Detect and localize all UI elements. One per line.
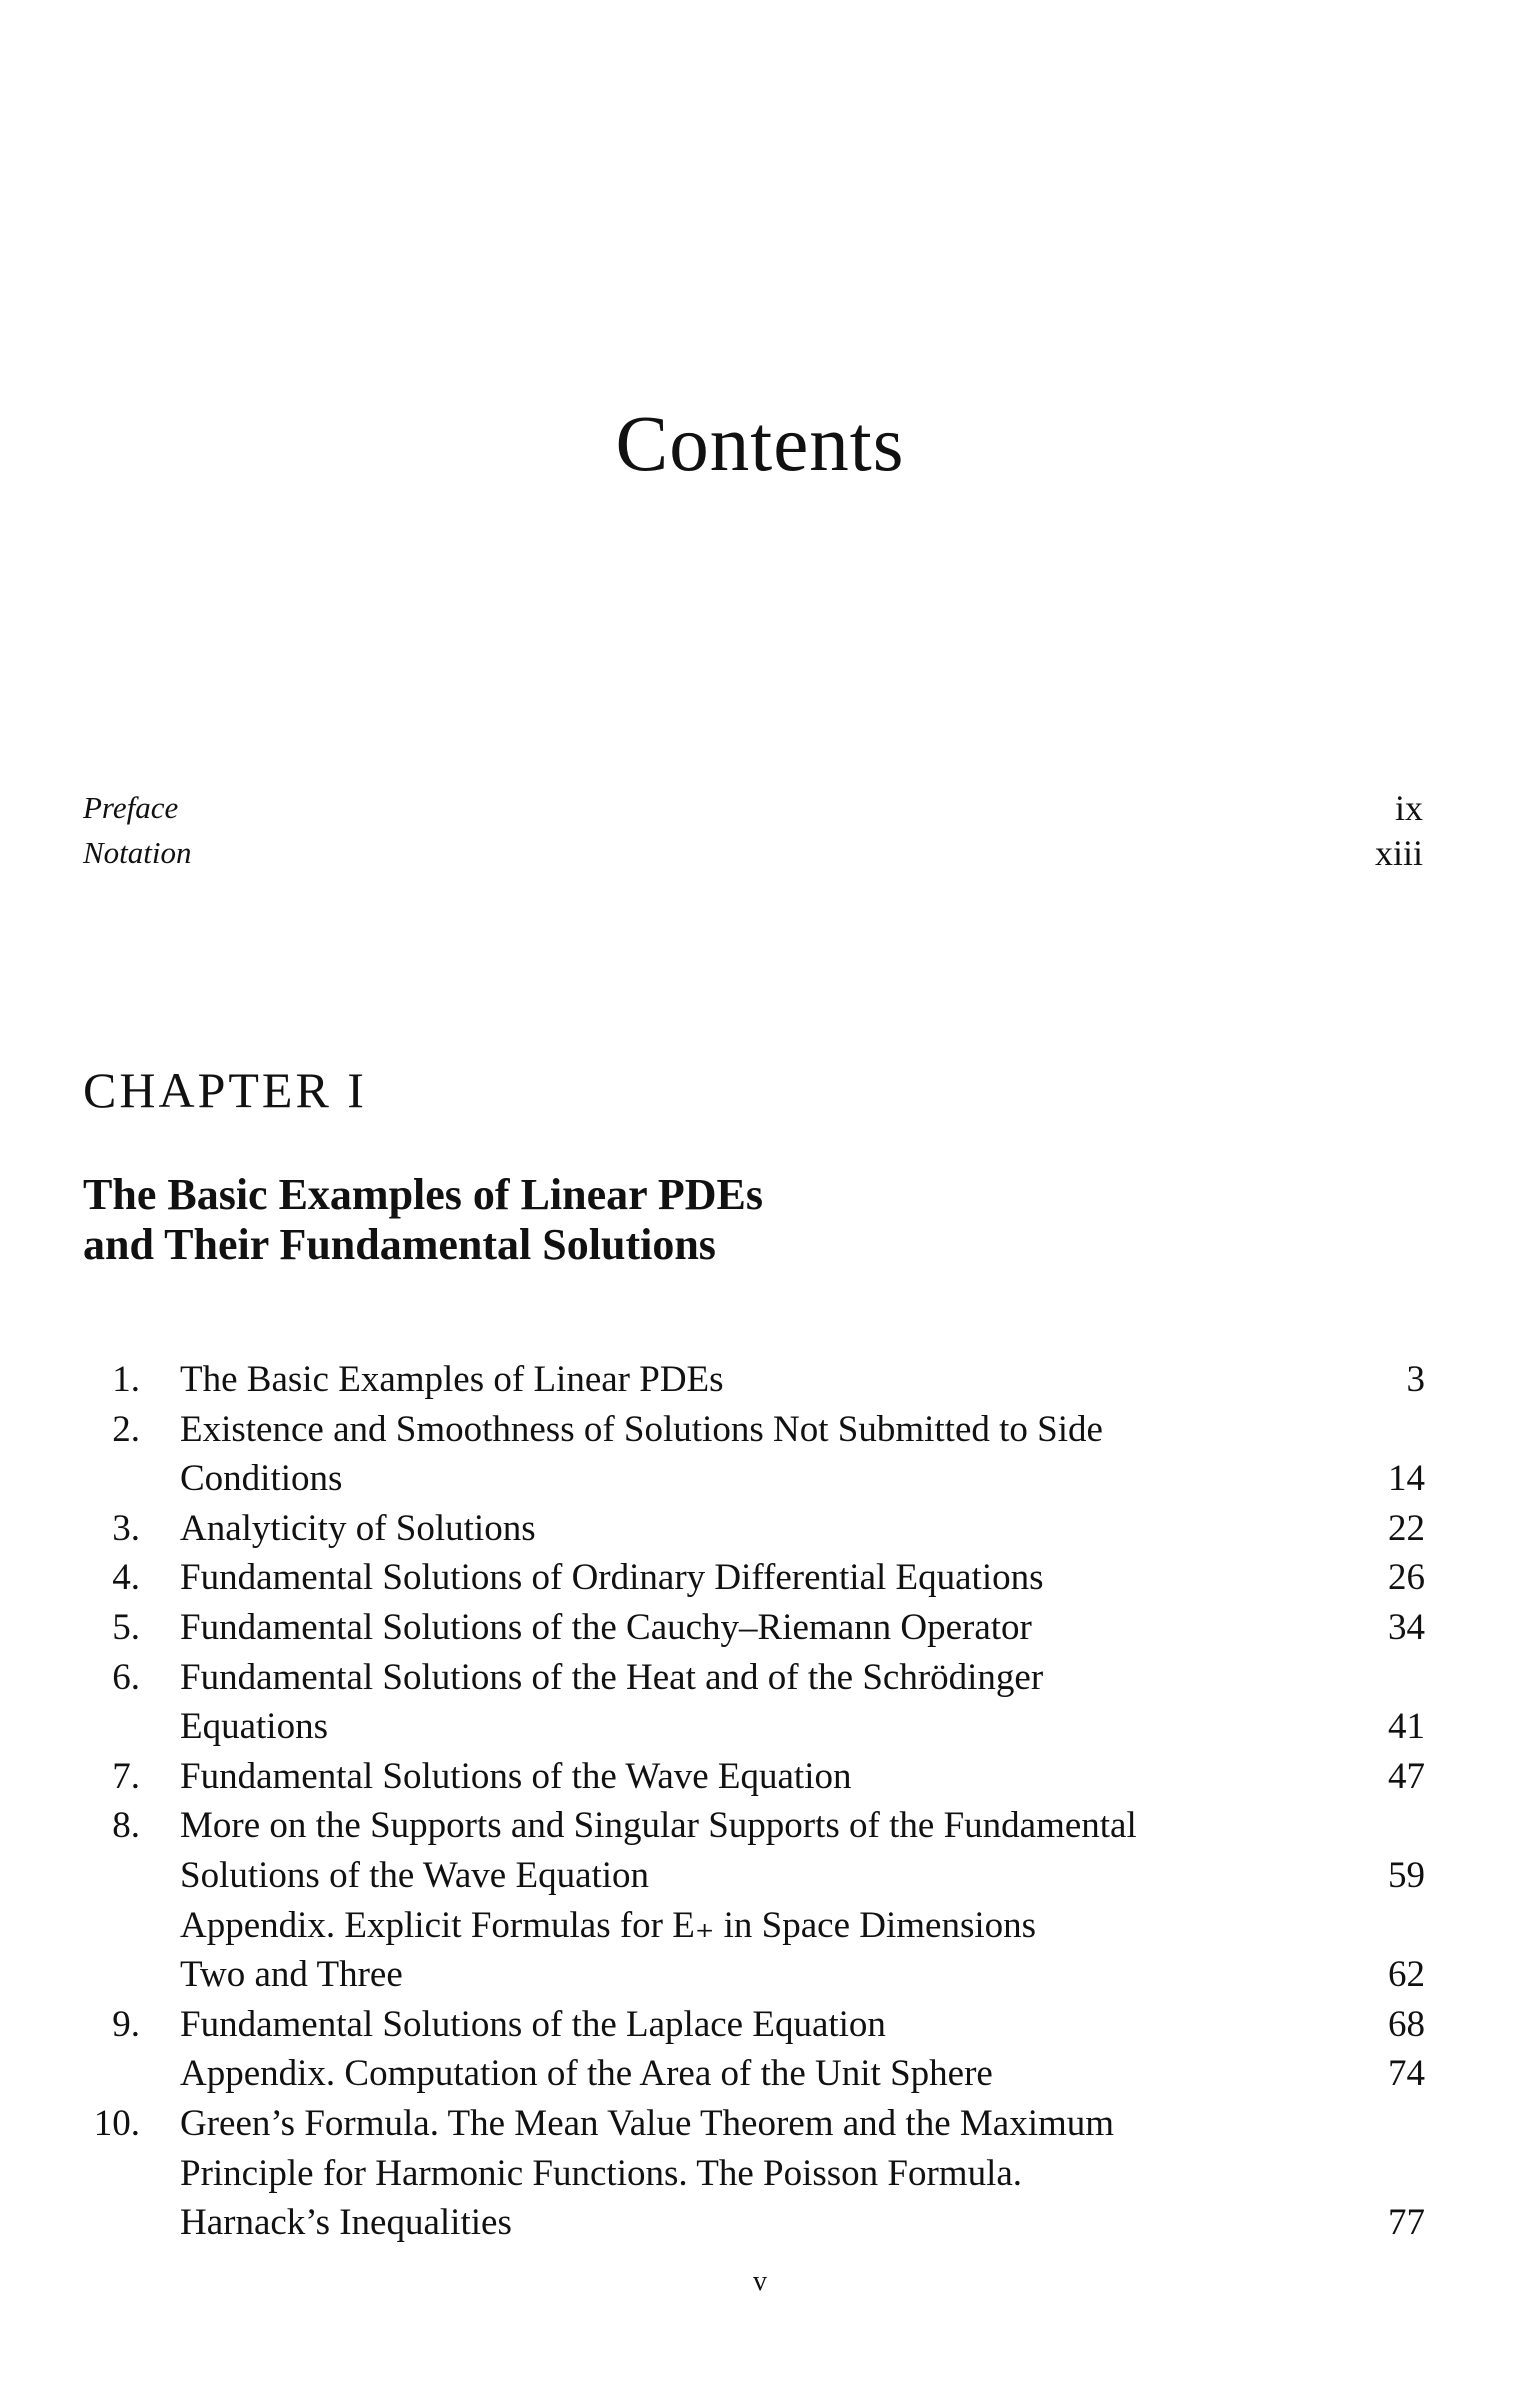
toc-entry-text: Analyticity of Solutions bbox=[180, 1507, 536, 1549]
toc-entry-text: Existence and Smoothness of Solutions Not Submitted to Side bbox=[180, 1408, 1103, 1450]
toc-entry-page: 68 bbox=[1388, 2003, 1425, 2045]
toc-entry-number: 2. bbox=[112, 1408, 140, 1450]
toc-entry-number: 1. bbox=[112, 1359, 140, 1400]
front-matter-page: ix bbox=[1394, 788, 1423, 828]
toc-entry-line bbox=[0, 2000, 1520, 2050]
toc-entry-text: Appendix. Explicit Formulas for E₊ in Space Dimensions bbox=[180, 1904, 1037, 1946]
chapter-title bbox=[83, 1170, 1183, 1270]
toc-entry-page: 22 bbox=[1388, 1507, 1425, 1549]
toc-entry-number: 8. bbox=[112, 1805, 140, 1847]
toc-entry-line bbox=[0, 1355, 1520, 1405]
toc-entry-text: Fundamental Solutions of the Laplace Equation bbox=[180, 2003, 886, 2045]
toc-entry-text: Appendix. Computation of the Area of the Unit Sphere bbox=[180, 2053, 993, 2095]
toc-entry-page: 47 bbox=[1388, 1755, 1425, 1797]
toc-entry-number: 4. bbox=[112, 1557, 140, 1599]
toc-entry-line bbox=[0, 1553, 1520, 1603]
toc-entry-line bbox=[0, 1851, 1520, 1901]
toc-entry-page: 26 bbox=[1388, 1557, 1425, 1599]
toc-entry-line bbox=[0, 1603, 1520, 1653]
toc-entry-number: 9. bbox=[112, 2003, 140, 2045]
toc-entry-number: 10. bbox=[93, 2103, 140, 2144]
toc-entry-text: Equations bbox=[180, 1706, 328, 1748]
front-matter-notation bbox=[83, 833, 1423, 873]
toc-entry-text: The Basic Examples of Linear PDEs bbox=[180, 1359, 724, 1400]
front-matter-preface bbox=[83, 788, 1423, 828]
toc-entry-text: Two and Three bbox=[180, 1954, 403, 1996]
toc-entry-page: 3 bbox=[1406, 1359, 1425, 1400]
toc-entry-page: 34 bbox=[1388, 1607, 1425, 1648]
chapter-title-line: The Basic Examples of Linear PDEs bbox=[83, 1170, 764, 1219]
toc-entry-text: Fundamental Solutions of Ordinary Differential Equations bbox=[180, 1557, 1044, 1599]
toc-entry-line bbox=[0, 1653, 1520, 1703]
front-matter-page: xiii bbox=[1374, 833, 1423, 873]
toc-entry-page: 41 bbox=[1388, 1706, 1425, 1748]
toc-entry-text: Fundamental Solutions of the Wave Equation bbox=[180, 1755, 852, 1797]
toc-entry-number: 3. bbox=[112, 1507, 140, 1549]
toc-entry-text: Solutions of the Wave Equation bbox=[180, 1855, 650, 1896]
toc-entry-line bbox=[0, 2049, 1520, 2099]
toc-entry-line bbox=[0, 1752, 1520, 1802]
toc-entry-number: 7. bbox=[112, 1755, 140, 1797]
toc-entry-number: 6. bbox=[112, 1656, 140, 1698]
toc-entry-line bbox=[0, 1950, 1520, 2000]
toc-entry-line bbox=[0, 1702, 1520, 1752]
front-matter-label: Notation bbox=[83, 835, 192, 870]
toc-entry-text: Green’s Formula. The Mean Value Theorem and the Maximum bbox=[180, 2103, 1115, 2144]
toc-entry-text: More on the Supports and Singular Supports of the Fundamental bbox=[180, 1805, 1137, 1847]
toc-entry-page: 14 bbox=[1388, 1458, 1425, 1500]
toc-entry-line bbox=[0, 1504, 1520, 1554]
toc-entry-text: Fundamental Solutions of the Cauchy–Riemann Operator bbox=[180, 1607, 1032, 1648]
toc-entry-page: 74 bbox=[1388, 2053, 1425, 2095]
page-title: Contents bbox=[615, 401, 905, 488]
front-matter-label: Preface bbox=[83, 790, 179, 825]
toc-entry-line bbox=[0, 2149, 1520, 2199]
page-number: v bbox=[753, 2266, 767, 2297]
toc-entry-page: 62 bbox=[1388, 1954, 1425, 1996]
toc-entry-text: Harnack’s Inequalities bbox=[180, 2202, 512, 2244]
toc-entry-page: 77 bbox=[1388, 2202, 1425, 2244]
toc-entry-line bbox=[0, 2198, 1520, 2248]
toc-entry-text: Conditions bbox=[180, 1458, 343, 1500]
toc-entry-text: Principle for Harmonic Functions. The Poisson Formula. bbox=[180, 2152, 1023, 2194]
toc-entry-line bbox=[0, 2099, 1520, 2149]
toc-entry-line bbox=[0, 1801, 1520, 1851]
chapter-label: CHAPTER I bbox=[83, 1062, 367, 1118]
chapter-title-line: and Their Fundamental Solutions bbox=[83, 1220, 716, 1269]
toc-entry-line bbox=[0, 1454, 1520, 1504]
toc-entry-line bbox=[0, 1901, 1520, 1951]
toc-entry-text: Fundamental Solutions of the Heat and of the Schrödinger bbox=[180, 1656, 1044, 1698]
toc-entry-page: 59 bbox=[1388, 1855, 1425, 1896]
toc-entry-number: 5. bbox=[112, 1607, 140, 1648]
toc-entry-line bbox=[0, 1405, 1520, 1455]
